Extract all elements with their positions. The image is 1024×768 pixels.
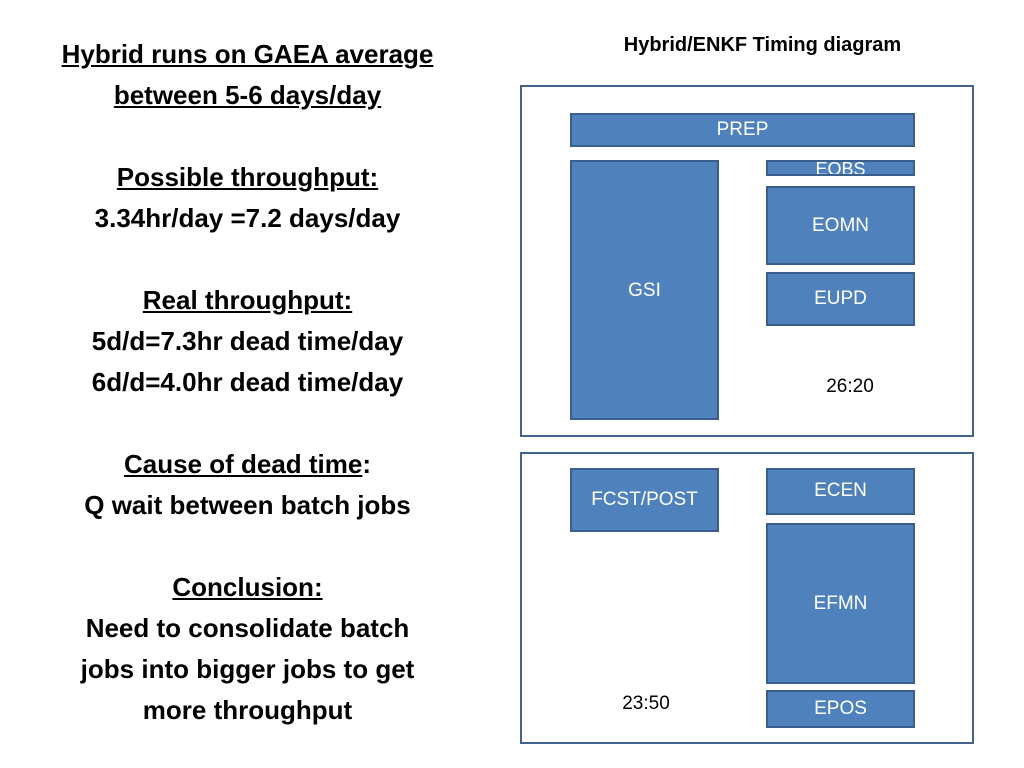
eupd-label: EUPD (814, 288, 867, 309)
possible-throughput-value: 3.34hr/day =7.2 days/day (94, 203, 401, 233)
eobs-box (766, 160, 915, 176)
eupd-box (766, 272, 915, 326)
gsi-label: GSI (628, 280, 661, 301)
ecen-box (766, 468, 915, 515)
conclusion-line-3: more throughput (142, 695, 353, 725)
summary-text (20, 34, 475, 731)
bottom-panel-time: 23:50 (622, 693, 670, 714)
efmn-label: EFMN (813, 592, 868, 614)
heading-line-1: Hybrid runs on GAEA average (61, 39, 434, 69)
possible-throughput-label: Possible throughput: (116, 162, 379, 192)
epos-box (766, 690, 915, 728)
real-throughput-label: Real throughput: (142, 285, 353, 315)
heading-line-2: between 5-6 days/day (113, 80, 382, 110)
conclusion-label: Conclusion: (172, 572, 323, 602)
cause-colon: : (362, 449, 372, 479)
eobs-label: EOBS (815, 160, 866, 176)
real-throughput-line-1: 5d/d=7.3hr dead time/day (91, 326, 404, 356)
cause-value: Q wait between batch jobs (84, 490, 411, 520)
cause-label: Cause of dead time (123, 449, 363, 479)
conclusion-line-1: Need to consolidate batch (85, 613, 410, 643)
eomn-label: EOMN (812, 214, 869, 236)
prep-label: PREP (716, 119, 769, 140)
real-throughput-line-2: 6d/d=4.0hr dead time/day (91, 367, 404, 397)
fcst-post-label: FCST/POST (591, 489, 698, 510)
eomn-box (766, 186, 915, 265)
top-panel-time: 26:20 (826, 376, 874, 397)
epos-label: EPOS (814, 698, 867, 719)
fcst-post-box (570, 468, 719, 532)
gsi-box (570, 160, 719, 420)
cause-line (20, 444, 475, 485)
conclusion-line-2: jobs into bigger jobs to get (80, 654, 415, 684)
prep-box (570, 113, 915, 147)
ecen-label: ECEN (814, 480, 867, 501)
diagram-title: Hybrid/ENKF Timing diagram (623, 34, 902, 56)
efmn-box (766, 523, 915, 684)
